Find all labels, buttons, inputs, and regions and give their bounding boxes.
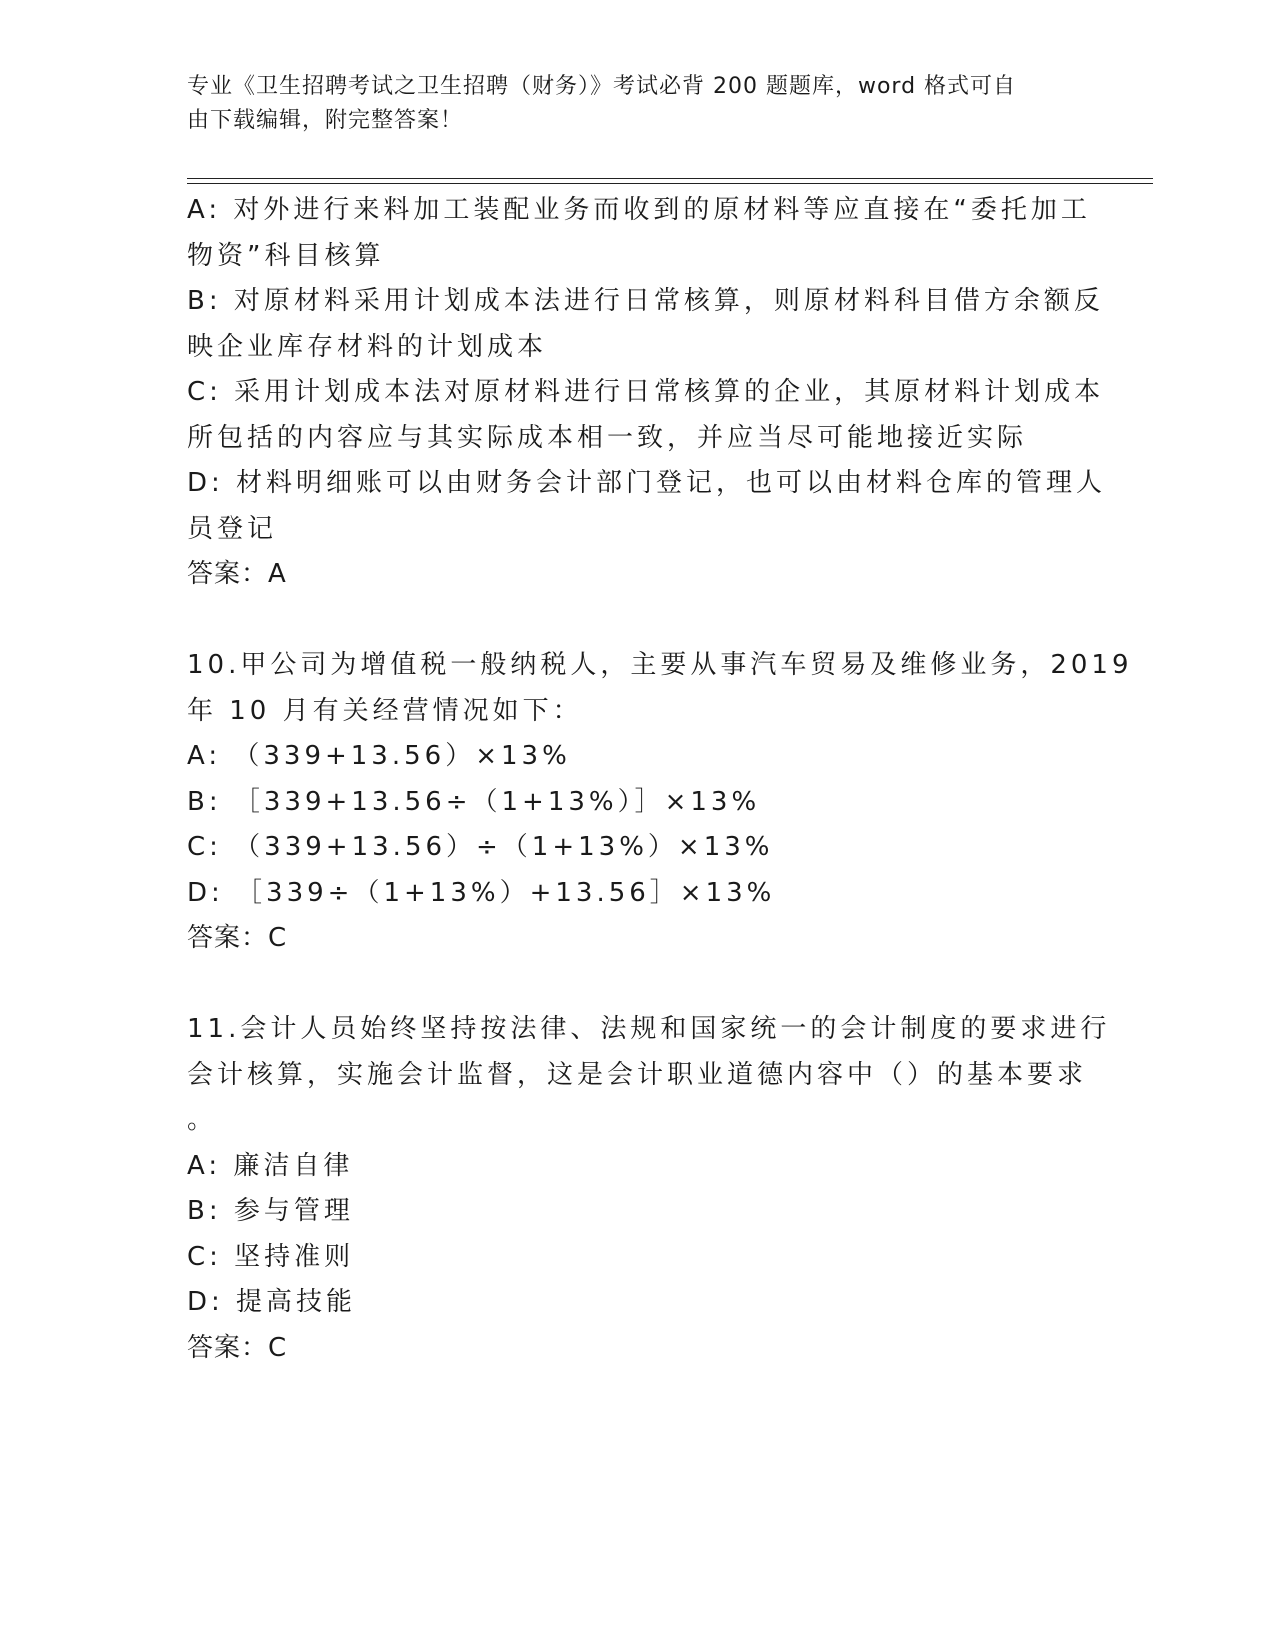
q10-answer: 答案：C — [187, 923, 288, 953]
q9-option-b-line-2: 映企业库存材料的计划成本 — [187, 331, 548, 362]
question-9 — [187, 188, 1107, 598]
q9-option-d-line-2: 员登记 — [187, 513, 278, 544]
header-title-line-2: 由下载编辑，附完整答案！ — [187, 108, 464, 133]
q11-stem-line-3: 。 — [187, 1105, 218, 1135]
q10-option-c: C: （339+13.56）÷（1+13%）×13% — [187, 832, 774, 862]
q10-stem-line-1: 10.甲公司为增值税一般纳税人，主要从事汽车贸易及维修业务，2019 — [187, 650, 1133, 680]
header-rule-bottom — [187, 183, 1153, 184]
q9-option-d-line-1: D: 材料明细账可以由财务会计部门登记，也可以由材料仓库的管理人 — [187, 468, 1107, 498]
document-body — [187, 188, 1133, 1371]
q9-option-c-line-1: C: 采用计划成本法对原材料进行日常核算的企业，其原材料计划成本 — [187, 377, 1105, 407]
q11-option-d: D: 提高技能 — [187, 1287, 357, 1317]
question-spacer — [187, 962, 1087, 1008]
q11-stem-line-2: 会计核算，实施会计监督，这是会计职业道德内容中（）的基本要求 — [187, 1059, 1088, 1090]
q11-option-c: C: 坚持准则 — [187, 1241, 355, 1272]
q11-option-b: B: 参与管理 — [187, 1196, 354, 1226]
header-rule-top — [187, 178, 1153, 179]
q9-option-b-line-1: B: 对原材料采用计划成本法进行日常核算，则原材料科目借方余额反 — [187, 286, 1104, 316]
q9-answer: 答案：A — [187, 559, 287, 589]
q9-option-a-line-2: 物资”科目核算 — [187, 240, 385, 271]
q10-option-b: B: ［339+13.56÷（1+13%）］×13% — [187, 786, 761, 817]
question-10 — [187, 643, 1133, 962]
document-header — [187, 70, 1087, 138]
header-title-line-1: 专业《卫生招聘考试之卫生招聘（财务）》考试必背 200 题题库，word 格式可自 — [187, 74, 1017, 99]
q11-answer: 答案：C — [187, 1332, 288, 1363]
q11-stem-line-1: 11.会计人员始终坚持按法律、法规和国家统一的会计制度的要求进行 — [187, 1014, 1111, 1044]
q10-option-a: A: （339+13.56）×13% — [187, 741, 571, 771]
question-spacer — [187, 598, 1087, 644]
question-11 — [187, 1007, 1111, 1371]
q11-option-a: A: 廉洁自律 — [187, 1150, 354, 1181]
q9-option-a-line-1: A: 对外进行来料加工装配业务而收到的原材料等应直接在“委托加工 — [187, 195, 1091, 225]
q10-stem-line-2: 年 10 月有关经营情况如下： — [187, 695, 583, 726]
q10-option-d: D: ［339÷（1+13%）+13.56］×13% — [187, 877, 776, 908]
q9-option-c-line-2: 所包括的内容应与其实际成本相一致，并应当尽可能地接近实际 — [187, 422, 1028, 453]
